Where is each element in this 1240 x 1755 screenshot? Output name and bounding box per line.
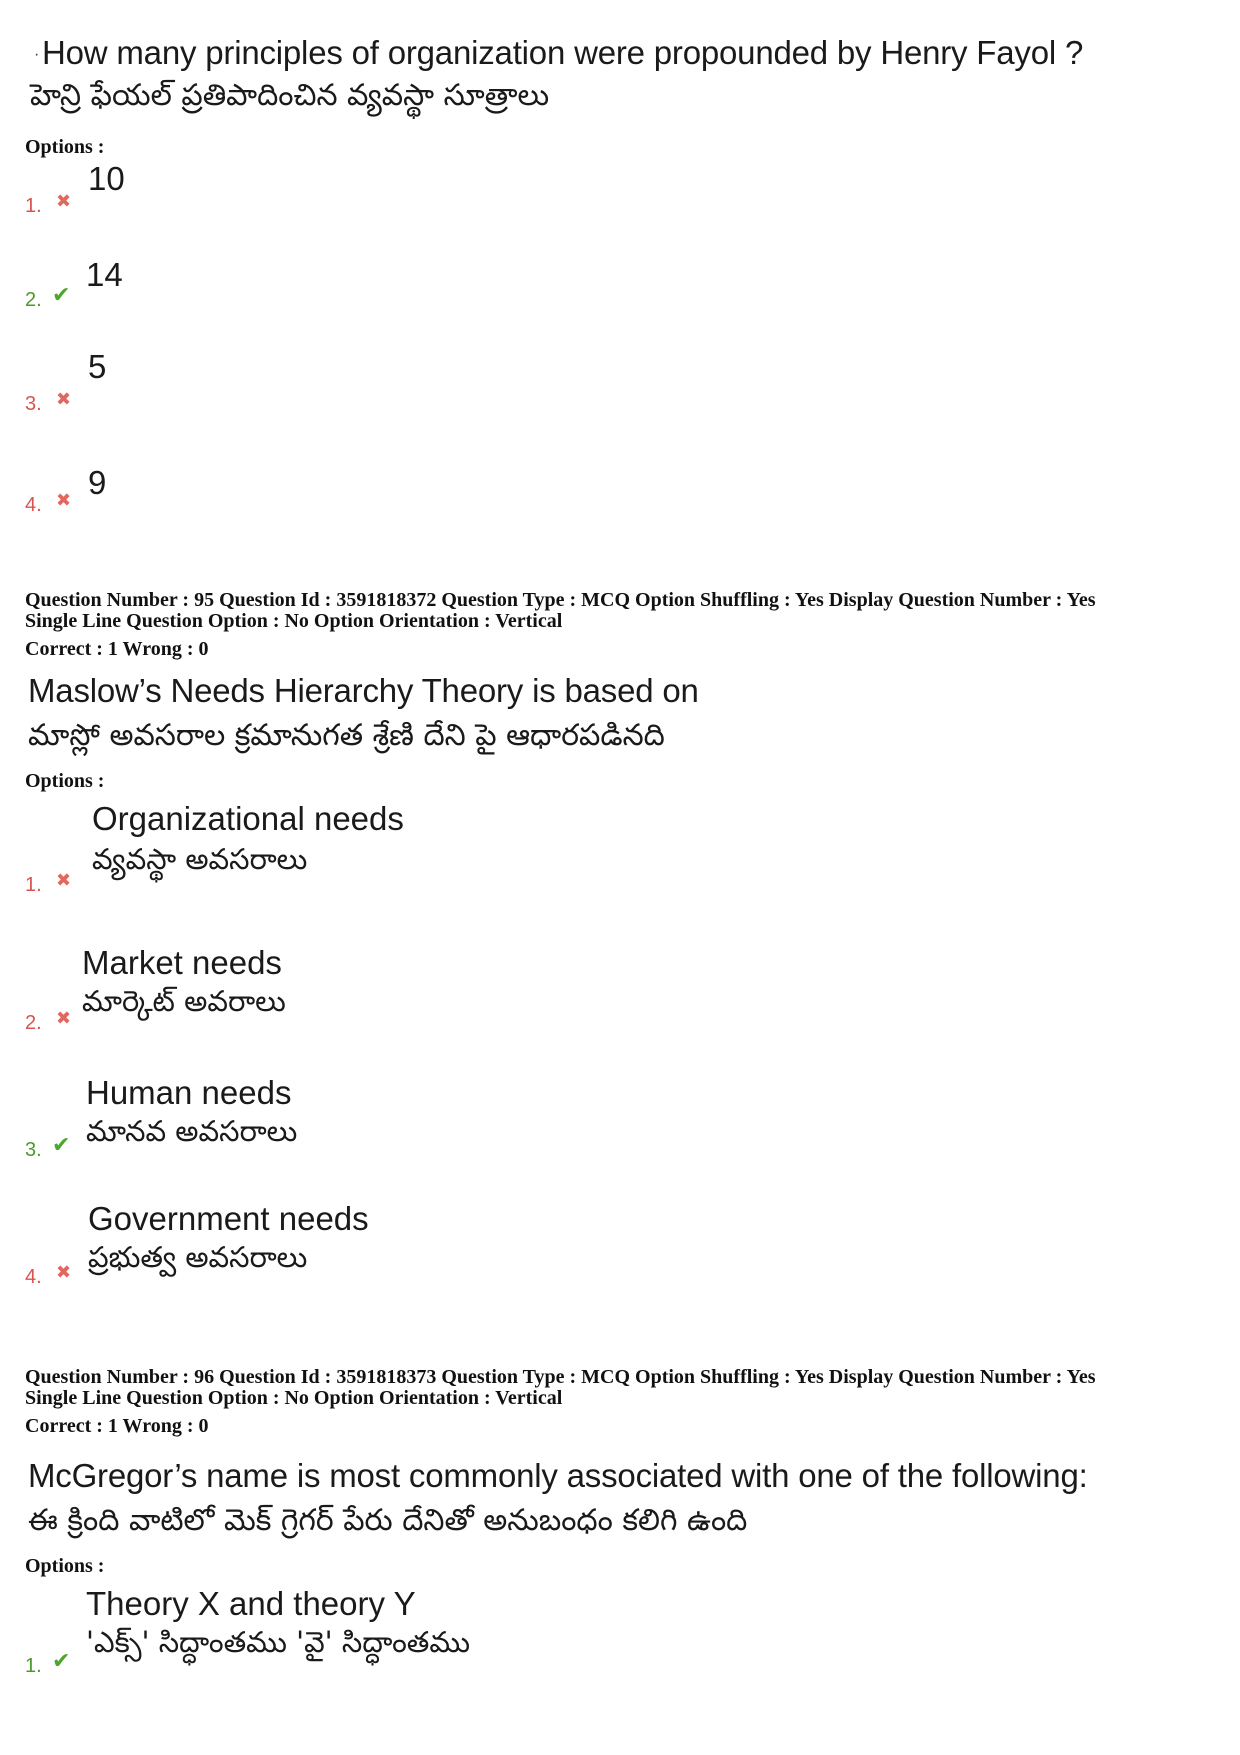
option-number: 1. (25, 874, 42, 896)
cross-icon: ✖ (56, 490, 72, 510)
option-text-en: Human needs (86, 1074, 292, 1111)
question-meta-line: Question Number : 95 Question Id : 3591818372 Question Type : MCQ Option Shuffling : Yes Display Question Number : Yes (25, 589, 1096, 611)
question-text-te: మాస్లో అవసరాల క్రమానుగత శ్రేణి దేని పై ఆధారపడినది (28, 718, 665, 753)
question-95-block (0, 580, 1240, 1300)
option-text-te: ప్రభుత్వ అవసరాలు (88, 1240, 308, 1274)
check-icon: ✔ (52, 1132, 71, 1157)
check-icon: ✔ (52, 282, 71, 307)
option-text-en: Government needs (88, 1200, 369, 1237)
options-label: Options : (25, 770, 105, 792)
question-text-te: హెన్రి ఫేయల్ ప్రతిపాదించిన వ్యవస్థా సూత్రాలు (30, 78, 550, 113)
option-text: 5 (88, 348, 107, 385)
cross-icon: ✖ (56, 389, 72, 409)
question-meta-line: Single Line Question Option : No Option Orientation : Vertical (25, 1387, 563, 1409)
cross-icon: ✖ (56, 1262, 72, 1282)
check-icon: ✔ (52, 1648, 71, 1673)
option-number: 1. (25, 1655, 42, 1677)
question-text-en: How many principles of organization were propounded by Henry Fayol ? (42, 34, 1084, 71)
question-text-en: Maslow’s Needs Hierarchy Theory is based on (28, 672, 699, 709)
question-text-en: McGregor’s name is most commonly associated with one of the following: (28, 1457, 1088, 1494)
option-text-en: Organizational needs (92, 800, 404, 837)
cross-icon: ✖ (56, 191, 72, 211)
option-number: 2. (25, 1012, 42, 1034)
option-text: 9 (88, 464, 107, 501)
option-text: 10 (88, 160, 125, 197)
option-number: 1. (25, 195, 42, 217)
question-meta-line: Single Line Question Option : No Option Orientation : Vertical (25, 610, 563, 632)
marks-line: Correct : 1 Wrong : 0 (25, 1415, 209, 1437)
options-label: Options : (25, 136, 105, 158)
question-meta-line: Question Number : 96 Question Id : 3591818373 Question Type : MCQ Option Shuffling : Yes Display Question Number : Yes (25, 1366, 1096, 1388)
bullet-dot: · (34, 46, 40, 63)
question-text-te: ఈ క్రింది వాటిలో మెక్ గ్రెగర్ పేరు దేనితో అనుబంధం కలిగి ఉంది (28, 1503, 748, 1538)
question-94-block (0, 0, 1240, 520)
option-text: 14 (86, 256, 123, 293)
cross-icon: ✖ (56, 1008, 72, 1028)
option-number: 3. (25, 393, 42, 415)
option-text-te: వ్యవస్థా అవసరాలు (92, 842, 308, 876)
option-text-te: మార్కెట్ అవరాలు (82, 984, 286, 1018)
options-label: Options : (25, 1555, 105, 1577)
option-text-te: మానవ అవసరాలు (86, 1114, 298, 1148)
option-number: 2. (25, 289, 42, 311)
option-number: 3. (25, 1139, 42, 1161)
option-text-en: Market needs (82, 944, 282, 981)
option-number: 4. (25, 494, 42, 516)
option-text-te: 'ఎక్స్' సిద్ధాంతము 'వై' సిద్ధాంతము (86, 1625, 471, 1659)
cross-icon: ✖ (56, 870, 72, 890)
option-text-en: Theory X and theory Y (86, 1585, 416, 1622)
option-number: 4. (25, 1266, 42, 1288)
question-96-block (0, 1357, 1240, 1747)
marks-line: Correct : 1 Wrong : 0 (25, 638, 209, 660)
